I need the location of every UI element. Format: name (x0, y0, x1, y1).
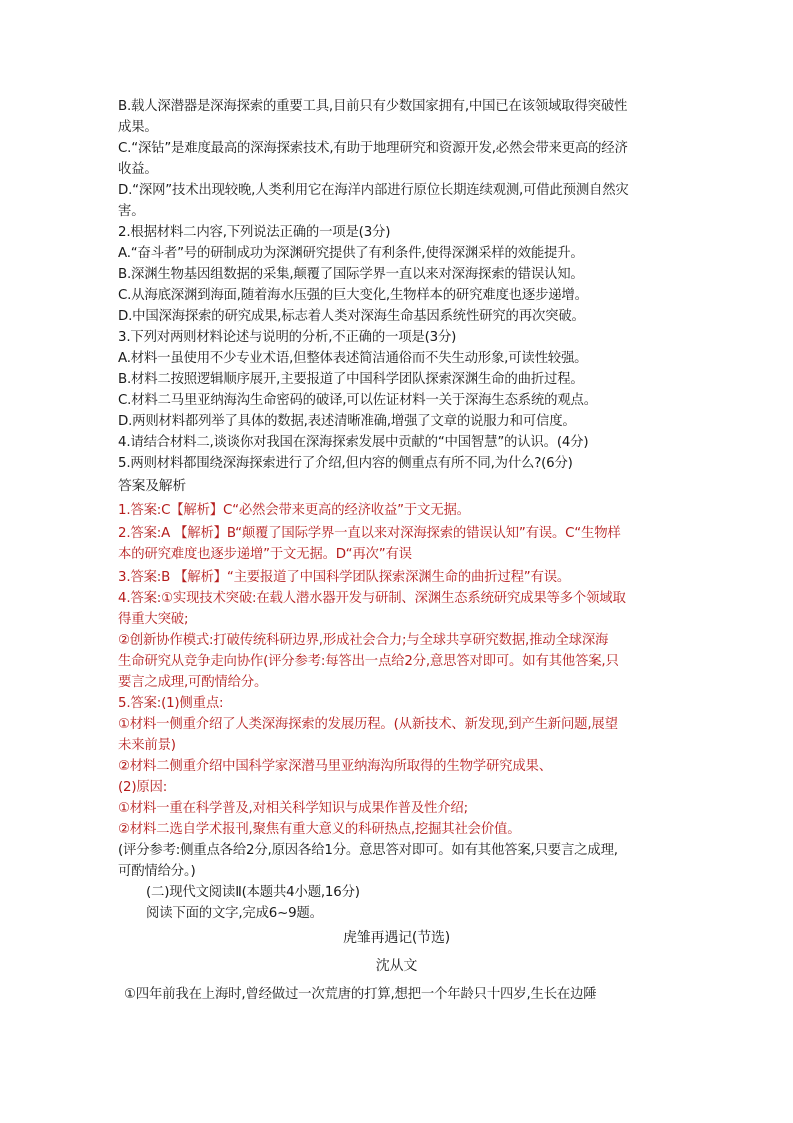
option-1b-line-1: B.载人深潜器是深海探索的重要工具,目前只有少数国家拥有,中国已在该领域取得突破性 (118, 99, 628, 114)
passage-title: 虎雏再遇记(节选) (342, 930, 451, 946)
option-1c-line-2: 收益。 (118, 162, 158, 177)
answer-3: 3.答案:B 【解析】“主要报道了中国科学团队探索深渊生命的曲折过程”有误。 (118, 570, 571, 585)
passage-author: 沈从文 (375, 958, 418, 974)
option-3b: B.材料二按照逻辑顺序展开,主要报道了中国科学团队探索深渊生命的曲折过程。 (118, 372, 584, 387)
answer-1: 1.答案:C【解析】C“必然会带来更高的经济收益”于文无据。 (118, 503, 470, 518)
answer-5-line-5: (2)原因: (118, 780, 168, 795)
option-1c-line-1: C.“深钻”是难度最高的深海探索技术,有助于地理研究和资源开发,必然会带来更高的经济 (118, 141, 628, 156)
passage-paragraph-1: ①四年前我在上海时,曾经做过一次荒唐的打算,想把一个年龄只十四岁,生长在边陲 (124, 987, 597, 1002)
option-1b-line-2: 成果。 (118, 120, 158, 135)
answer-5-line-7: ②材料二选自学术报刊,聚焦有重大意义的科研热点,挖掘其社会价值。 (118, 822, 521, 837)
scoring-note-line-1: (评分参考:侧重点各给2分,原因各给1分。意思答对即可。如有其他答案,只要言之成理, (118, 843, 618, 858)
option-2b: B.深渊生物基因组数据的采集,颠覆了国际学界一直以来对深海探索的错误认知。 (118, 267, 584, 282)
question-3: 3.下列对两则材料论述与说明的分析,不正确的一项是(3分) (118, 330, 457, 345)
option-3a: A.材料一虽使用不少专业术语,但整体表述简洁通俗而不失生动形象,可读性较强。 (118, 351, 588, 366)
option-2a: A.“奋斗者”号的研制成功为深渊研究提供了有利条件,使得深渊采样的效能提升。 (118, 246, 584, 261)
option-1d-line-1: D.“深网”技术出现较晚,人类利用它在海洋内部进行原位长期连续观测,可借此预测自然灾 (118, 183, 629, 198)
answer-2-line-1: 2.答案:A 【解析】B“颠覆了国际学界一直以来对深海探索的错误认知”有误。C“生物样 (118, 526, 621, 541)
answer-5-line-2: ①材料一侧重介绍了人类深海探索的发展历程。(从新技术、新发现,到产生新问题,展望 (118, 717, 618, 732)
answer-4-line-4: 生命研究从竞争走向协作(评分参考:每答出一点给2分,意思答对即可。如有其他答案,只 (118, 654, 619, 669)
question-4: 4.请结合材料二,谈谈你对我国在深海探索发展中贡献的“中国智慧”的认识。(4分) (118, 435, 589, 450)
option-1d-line-2: 害。 (118, 204, 145, 219)
answer-5-line-3: 未来前景) (118, 738, 176, 753)
question-5: 5.两则材料都围绕深海探索进行了介绍,但内容的侧重点有所不同,为什么?(6分) (118, 456, 573, 471)
answer-4-line-5: 要言之成理,可酌情给分。 (118, 675, 268, 690)
answer-4-line-3: ②创新协作模式:打破传统科研边界,形成社会合力;与全球共享研究数据,推动全球深海 (118, 633, 609, 648)
option-3c: C.材料二马里亚纳海沟生命密码的破译,可以佐证材料一关于深海生态系统的观点。 (118, 393, 597, 408)
option-2d: D.中国深海探索的研究成果,标志着人类对深海生命基因系统性研究的再次突破。 (118, 309, 585, 324)
section-heading: (二)现代文阅读Ⅱ(本题共4小题,16分) (146, 885, 360, 900)
section-instruction: 阅读下面的文字,完成6~9题。 (146, 906, 323, 921)
option-2c: C.从海底深渊到海面,随着海水压强的巨大变化,生物样本的研究难度也逐步递增。 (118, 288, 588, 303)
answer-4-line-1: 4.答案:①实现技术突破:在载人潜水器开发与研制、深渊生态系统研究成果等多个领域取 (118, 591, 626, 606)
option-3d: D.两则材料都列举了具体的数据,表述清晰准确,增强了文章的说服力和可信度。 (118, 414, 576, 429)
answers-heading: 答案及解析 (118, 478, 186, 494)
answer-5-line-4: ②材料二侧重介绍中国科学家深潜马里亚纳海沟所取得的生物学研究成果、 (118, 759, 552, 774)
answer-5-line-1: 5.答案:(1)侧重点: (118, 696, 224, 711)
answer-4-line-2: 得重大突破; (118, 612, 189, 627)
question-2: 2.根据材料二内容,下列说法正确的一项是(3分) (118, 225, 391, 240)
scoring-note-line-2: 可酌情给分。) (118, 864, 196, 879)
answer-5-line-6: ①材料一重在科学普及,对相关科学知识与成果作普及性介绍; (118, 801, 468, 816)
answer-2-line-2: 本的研究难度也逐步递增”于文无据。D“再次”有误 (118, 547, 412, 562)
